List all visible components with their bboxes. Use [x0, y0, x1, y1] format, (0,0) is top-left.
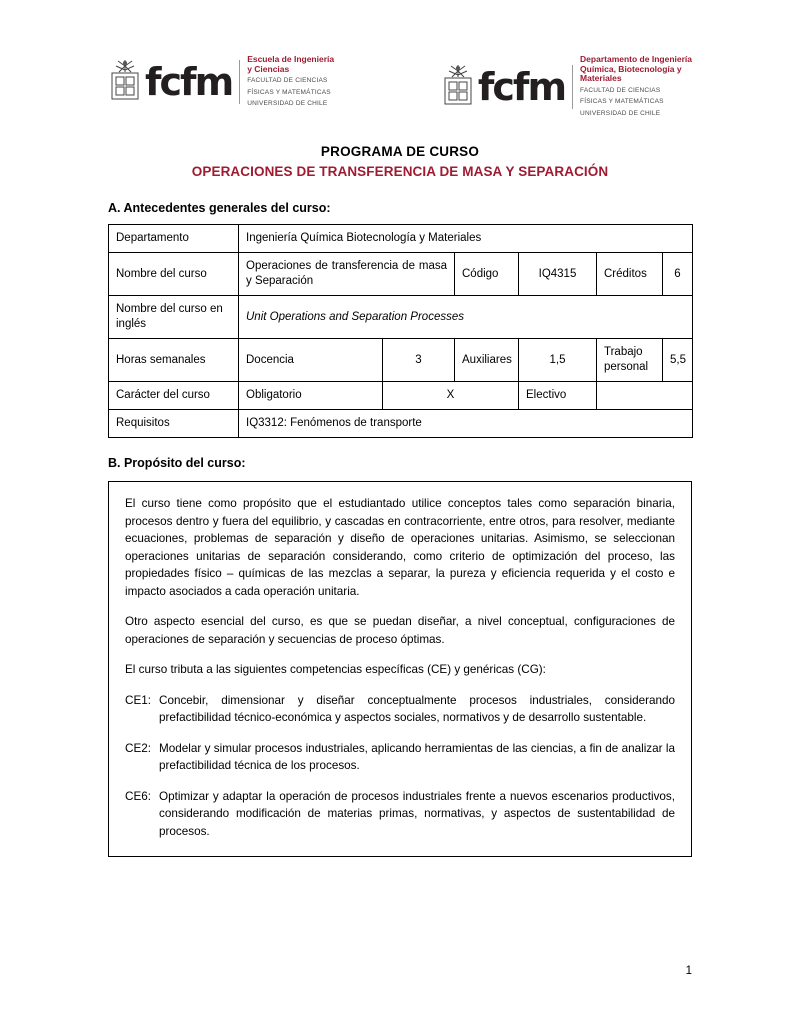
- table-row: [109, 339, 693, 382]
- competency-ce6: [125, 788, 675, 841]
- page-title: PROGRAMA DE CURSO: [320, 144, 480, 159]
- page-subtitle: OPERACIONES DE TRANSFERENCIA DE MASA Y SEPARACIÓN: [191, 164, 609, 179]
- logo-text-right: [580, 55, 692, 118]
- horas-semanales-label: Horas semanales: [109, 339, 239, 382]
- logo-departamento: [441, 55, 692, 118]
- section-b-heading: B. Propósito del curso:: [108, 456, 246, 470]
- table-row: [109, 296, 693, 339]
- university-crest-icon: [441, 64, 475, 110]
- auxiliares-label: Auxiliares: [455, 339, 519, 382]
- purpose-paragraph-3: El curso tributa a las siguientes competencias específicas (CE) y genéricas (CG):: [125, 663, 546, 676]
- departamento-value: Ingeniería Química Biotecnología y Materiales: [239, 225, 693, 253]
- competency-ce1: [125, 692, 675, 727]
- competency-code: CE1:: [125, 693, 151, 707]
- fcfm-logo-left: [108, 59, 232, 105]
- logo-divider-right: [572, 65, 573, 109]
- purpose-box: [108, 481, 692, 857]
- logo-left-line2: y Ciencias: [247, 63, 290, 74]
- page-number: 1: [685, 965, 692, 977]
- nombre-ingles-label: Nombre del curso en inglés: [109, 296, 239, 339]
- departamento-label: Departamento: [109, 225, 239, 253]
- nombre-ingles-value: Unit Operations and Separation Processes: [239, 296, 693, 339]
- logo-right-line1: Departamento de Ingeniería: [580, 54, 692, 64]
- logo-right-line6: UNIVERSIDAD DE CHILE: [580, 109, 661, 117]
- creditos-value: 6: [663, 253, 693, 296]
- logo-divider-left: [239, 60, 240, 104]
- table-row: [109, 382, 693, 410]
- auxiliares-value: 1,5: [519, 339, 597, 382]
- logo-left-line5: UNIVERSIDAD DE CHILE: [247, 100, 328, 107]
- fcfm-wordmark-right: fcfm: [477, 64, 566, 109]
- logo-left-line1: Escuela de Ingeniería: [247, 54, 335, 64]
- logo-right-line5: FÍSICAS Y MATEMÁTICAS: [580, 98, 664, 105]
- fcfm-logo-right: [441, 64, 565, 110]
- electivo-mark: [597, 382, 693, 410]
- header-logos: [108, 55, 692, 118]
- logo-right-line4: FACULTAD DE CIENCIAS: [580, 86, 661, 94]
- section-a-heading: A. Antecedentes generales del curso:: [108, 201, 331, 215]
- creditos-label: Créditos: [597, 253, 663, 296]
- docencia-value: 3: [383, 339, 455, 382]
- course-info-table: [108, 224, 693, 438]
- codigo-value: IQ4315: [519, 253, 597, 296]
- purpose-paragraph-1: El curso tiene como propósito que el estudiantado utilice conceptos tales como separación binaria, procesos dentro y fuera del equilibrio, y cascadas en contracorriente, entre otros, para resolver, mediante ecuaciones, problemas de separación y diseño de operaciones unitarias. Asimismo, se seleccionan operaciones unitarias de separación considerando, como criterio de optimización del proceso, las propiedades físico – químicas de las mezclas a separar, la pureza y eficiencia requerida y el costo e impacto asociados a cada operación unitaria.: [125, 497, 675, 598]
- trabajo-personal-label: Trabajo personal: [597, 339, 663, 382]
- obligatorio-mark: X: [383, 382, 519, 410]
- logo-left-line3: FACULTAD DE CIENCIAS: [247, 77, 328, 84]
- table-row: [109, 253, 693, 296]
- competency-text: Modelar y simular procesos industriales, aplicando herramientas de las ciencias, a fin de analizar la prefactibilidad técnica de los procesos.: [159, 741, 675, 772]
- competency-code: CE2:: [125, 741, 151, 755]
- obligatorio-label: Obligatorio: [239, 382, 383, 410]
- requisitos-value: IQ3312: Fenómenos de transporte: [239, 410, 693, 438]
- trabajo-personal-value: 5,5: [663, 339, 693, 382]
- nombre-curso-label: Nombre del curso: [109, 253, 239, 296]
- fcfm-wordmark-left: fcfm: [145, 59, 233, 104]
- logo-left-line4: FÍSICAS Y MATEMÁTICAS: [247, 88, 331, 96]
- purpose-paragraph-2: Otro aspecto esencial del curso, es que se puedan diseñar, a nivel conceptual, configuraciones de operaciones de separación y secuencias de proceso óptimas.: [125, 615, 675, 646]
- logo-right-line2: Química, Biotecnología y: [580, 63, 682, 74]
- nombre-curso-value: Operaciones de transferencia de masa y Separación: [239, 253, 455, 296]
- requisitos-label: Requisitos: [109, 410, 239, 438]
- competency-text: Concebir, dimensionar y diseñar conceptualmente procesos industriales, considerando prefactibilidad técnico-económica y aspectos sociales, normativos y de desarrollo sustentable.: [159, 693, 675, 724]
- table-row: [109, 410, 693, 438]
- caracter-curso-label: Carácter del curso: [109, 382, 239, 410]
- docencia-label: Docencia: [239, 339, 383, 382]
- electivo-label: Electivo: [519, 382, 597, 410]
- logo-right-line3: Materiales: [580, 73, 622, 83]
- competency-text: Optimizar y adaptar la operación de procesos industriales frente a nuevos escenarios productivos, considerando modificación de materias primas, normativas, y aspectos de sustentabilidad de procesos.: [159, 789, 675, 838]
- logo-text-left: [247, 55, 334, 109]
- codigo-label: Código: [455, 253, 519, 296]
- competency-code: CE6:: [125, 789, 151, 803]
- university-crest-icon: [108, 59, 142, 105]
- logo-escuela-ingenieria: [108, 55, 334, 109]
- competency-ce2: [125, 740, 675, 775]
- table-row: [109, 225, 693, 253]
